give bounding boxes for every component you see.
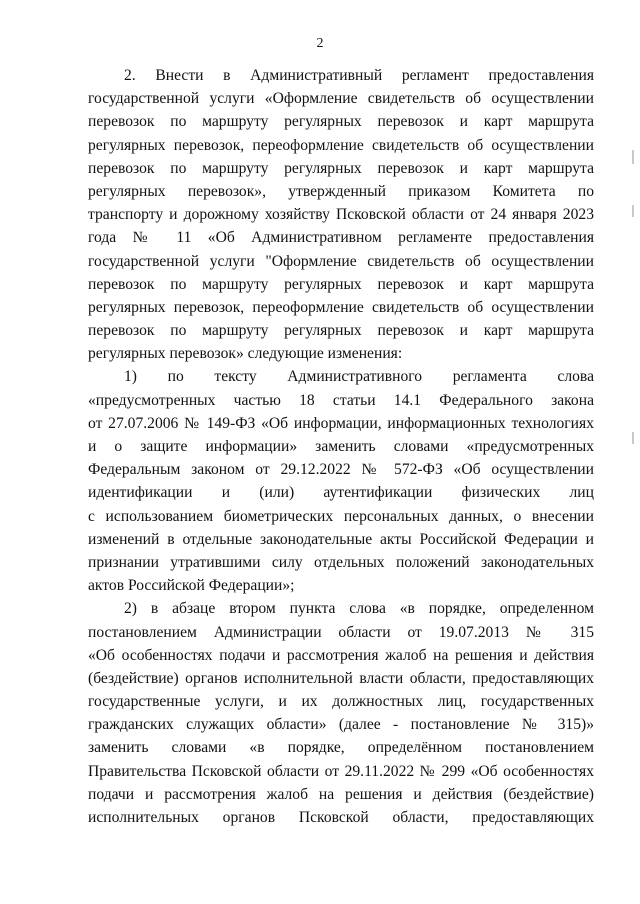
text-line: регулярных перевозок, переоформление свидетельств об осуществлении (88, 298, 594, 316)
text-line: государственные услуги, и их должностных лиц, государственных (88, 693, 594, 711)
text-line: регулярных перевозок», утвержденный приказом Комитета по (88, 182, 594, 200)
text-line: регулярных перевозок, переоформление свидетельств об осуществлении (88, 136, 594, 154)
text-line: с использованием биометрических персональных данных, о внесении (88, 507, 594, 525)
text-line: от 27.07.2006 № 149-ФЗ «Об информации, информационных технологиях (88, 414, 594, 432)
text-line: «Об особенностях подачи и рассмотрения жалоб на решения и действия (88, 646, 594, 664)
text-line: (бездействие) органов исполнительной власти области, предоставляющих (88, 669, 594, 687)
scan-margin-mark (632, 205, 634, 217)
text-line: перевозок по маршруту регулярных перевозок и карт маршрута (88, 159, 594, 177)
document-body (88, 64, 594, 829)
text-line: транспорту и дорожному хозяйству Псковской области от 24 января 2023 (88, 206, 594, 224)
text-line: гражданских служащих области» (далее - постановление № 315)» (88, 716, 594, 734)
text-line: «предусмотренных частью 18 статьи 14.1 Федерального закона (88, 391, 594, 409)
page-number: 2 (316, 36, 324, 51)
text-line: государственной услуги «Оформление свидетельств об осуществлении (88, 90, 594, 108)
text-line: идентификации и (или) аутентификации физических лиц (88, 484, 594, 502)
text-line: перевозок по маршруту регулярных перевозок и карт маршрута (88, 113, 594, 131)
text-line: изменений в отдельные законодательные акты Российской Федерации и (88, 530, 594, 548)
scan-margin-mark (632, 150, 634, 164)
text-line: исполнительных органов Псковской области, предоставляющих (88, 809, 594, 826)
text-line: и о защите информации» заменить словами «предусмотренных (88, 438, 594, 455)
text-line: перевозок по маршруту регулярных перевозок и карт маршрута (88, 322, 594, 340)
text-line: 2. Внести в Административный регламент предоставления (124, 67, 594, 84)
text-line: постановлением Администрации области от 19.07.2013 № 315 (88, 623, 594, 641)
text-line: государственной услуги "Оформление свидетельств об осуществлении (88, 252, 594, 270)
text-line: признании утратившими силу отдельных положений законодательных (88, 553, 594, 571)
text-line: года № 11 «Об Административном регламенте предоставления (88, 229, 594, 247)
scan-margin-mark (632, 432, 634, 444)
text-line: перевозок по маршруту регулярных перевозок и карт маршрута (88, 275, 594, 293)
text-line: Федеральным законом от 29.12.2022 № 572-ФЗ «Об осуществлении (88, 461, 594, 479)
text-line: 1) по тексту Административного регламента слова (124, 368, 594, 386)
text-line: 2) в абзаце втором пункта слова «в порядке, определенном (124, 600, 594, 618)
text-line: регулярных перевозок» следующие изменения: (88, 345, 403, 363)
text-line: заменить словами «в порядке, определённом постановлением (88, 739, 594, 757)
text-line: подачи и рассмотрения жалоб на решения и действия (бездействие) (88, 785, 594, 803)
text-line: Правительства Псковской области от 29.11.2022 № 299 «Об особенностях (88, 762, 594, 780)
text-line: актов Российской Федерации»; (88, 577, 295, 595)
